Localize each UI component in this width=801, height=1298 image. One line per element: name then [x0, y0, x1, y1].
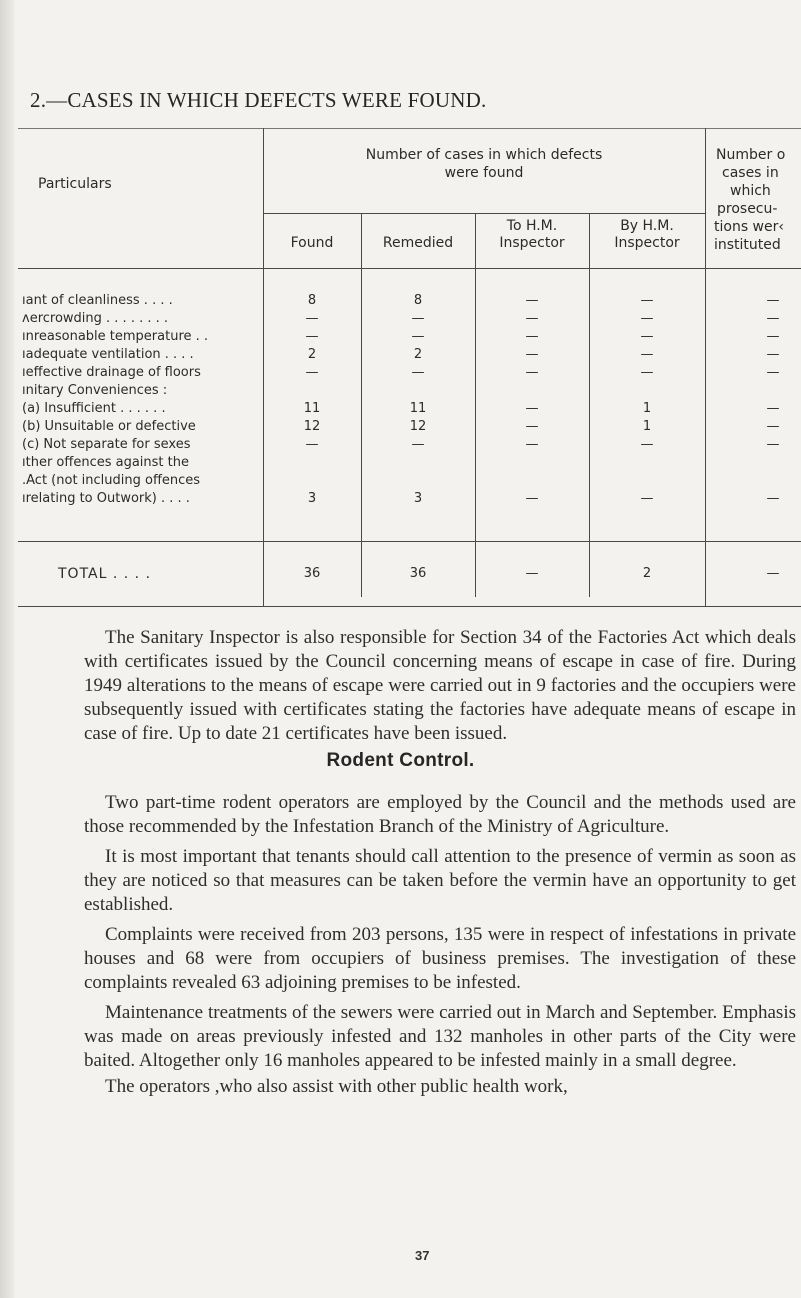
col-divider-1 — [263, 128, 264, 606]
page-number: 37 — [415, 1248, 430, 1263]
paragraph: Complaints were received from 203 persons, 135 were in respect of infestations in private houses and 68 were from occupiers of business premises. The investigation of these complaints revealed 63 adjoining premises to be infested. — [84, 924, 796, 993]
header-prosecutions-6: instituted — [714, 237, 781, 253]
header-bottom-rule — [18, 268, 801, 269]
header-prosecutions-1: Number o — [716, 147, 786, 163]
table-bottom-rule — [18, 606, 801, 607]
col-divider-2 — [361, 213, 362, 597]
header-group-line2: were found — [444, 165, 524, 181]
header-remedied: Remedied — [382, 235, 454, 251]
total-top-rule — [18, 541, 801, 542]
rodent-control-text — [84, 791, 796, 1099]
col-divider-4 — [589, 213, 590, 597]
paragraph: It is most important that tenants should call attention to the presence of vermin as soon as they are noticed so that measures can be taken before the vermin have an opportunity to get established. — [84, 846, 796, 915]
header-prosecutions-2: cases in — [722, 165, 779, 181]
header-prosecutions-5: tions wer‹ — [714, 219, 784, 235]
col-divider-3 — [475, 213, 476, 597]
header-group-line1: Number of cases in which defects — [365, 147, 603, 163]
subheader-rule — [263, 213, 705, 214]
header-to-hm-1: To H.M. — [506, 218, 558, 234]
header-prosecutions-4: prosecu- — [717, 201, 778, 217]
header-by-hm-2: Inspector — [614, 235, 680, 251]
rodent-control-heading: Rodent Control. — [326, 750, 475, 771]
section-title: 2.—CASES IN WHICH DEFECTS WERE FOUND. — [30, 88, 487, 112]
header-found: Found — [290, 235, 334, 251]
header-prosecutions-3: which — [730, 183, 771, 199]
paragraph: Maintenance treatments of the sewers were carried out in March and September. Emphasis was made on areas previously infested and 132 manholes in other parts of the City were baited. Altogether only 16 manholes appeared to be infested mainly in a small degree. — [84, 1002, 796, 1071]
col-divider-5 — [705, 128, 706, 606]
defects-table: Particulars Number of cases in which defects were found Found Remedied To H.M. Inspector By H.M. Inspector Number o cases in which prosecu- tions wer‹ instituted ıant of cleanliness . . . . 8 8 — — — ʌercrowding . . . . . . . . — — — — — ınreasonable temperature . . — — — — — ıadequate ventilation . . . . 2 2 — — — ıeffective drainage of floors — — — — — ınitary Conveniences : (a) Insufficient . . . . . . 11 11 — 1 — (b) Unsuitable or defective 12 12 — 1 — (c) Not separate for sexes — — — — — ıther offences against the .Act (not including offences ırelating to Outwork) . . . . 3 3 — — — TOTAL . . . . 36 36 — 2 — — [0, 0, 801, 620]
paragraph: Two part-time rodent operators are employed by the Council and the methods used are those recommended by the Infestation Branch of the Ministry of Agriculture. — [84, 792, 796, 837]
paragraph: The operators ,who also assist with other public health work, — [105, 1076, 568, 1097]
table-top-rule — [18, 128, 801, 129]
factories-paragraph: The Sanitary Inspector is also responsible for Section 34 of the Factories Act which deals with certificates issued by the Council concerning means of escape in case of fire. During 1949 alterations to the means of escape were carried out in 9 factories and the occupiers were subsequently issued with certificates stating the factories have adequate means of escape in case of fire. Up to date 21 certificates have been issued. — [84, 627, 796, 744]
header-to-hm-2: Inspector — [499, 235, 565, 251]
header-particulars: Particulars — [38, 176, 112, 192]
header-by-hm-1: By H.M. — [620, 218, 674, 234]
